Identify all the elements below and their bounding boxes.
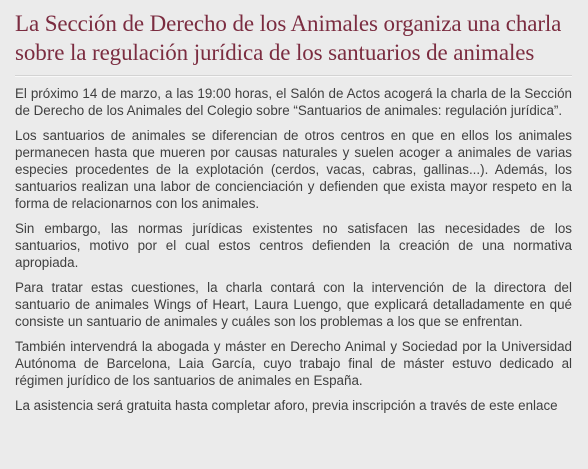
registration-link[interactable]: enlace: [518, 398, 558, 413]
registration-text: La asistencia será gratuita hasta completar aforo, previa inscripción a través de este: [15, 398, 519, 413]
title-divider: [15, 75, 572, 77]
article-title: La Sección de Derecho de los Animales organiza una charla sobre la regulación jurídica de los santuarios de animales: [15, 11, 562, 65]
paragraph-registration: [15, 397, 572, 414]
paragraph-legal-gap: Sin embargo, las normas jurídicas existentes no satisfacen las necesidades de los santuarios, motivo por el cual estos centros defienden la creación de una normativa apropiada.: [15, 221, 572, 270]
article-body: [15, 85, 572, 414]
paragraph-sanctuaries-description: Los santuarios de animales se diferencian de otros centros en que en ellos los animales permanecen hasta que mueren por causas naturales y suelen acoger a animales de varias especies procedentes de la explotación (cerdos, vacas, cabras, gallinas...). Además, los santuarios realizan una labor de concienciación y defienden que exista mayor respeto en la forma de relacionarnos con los animales.: [15, 128, 572, 211]
paragraph-event-announcement: El próximo 14 de marzo, a las 19:00 horas, el Salón de Actos acogerá la charla de la Sección de Derecho de los Animales del Colegio sobre “Santuarios de animales: regulación jurídica”.: [15, 86, 572, 118]
paragraph-speaker-lawyer: También intervendrá la abogada y máster en Derecho Animal y Sociedad por la Universidad Autónoma de Barcelona, Laia García, cuyo trabajo final de máster estuvo dedicado al régimen jurídico de los santuarios de animales en España.: [15, 339, 572, 388]
paragraph-speaker-director: Para tratar estas cuestiones, la charla contará con la intervención de la directora del santuario de animales Wings of Heart, Laura Luengo, que explicará detalladamente en qué consiste un santuario de animales y cuáles son los problemas a los que se enfrentan.: [15, 280, 572, 329]
